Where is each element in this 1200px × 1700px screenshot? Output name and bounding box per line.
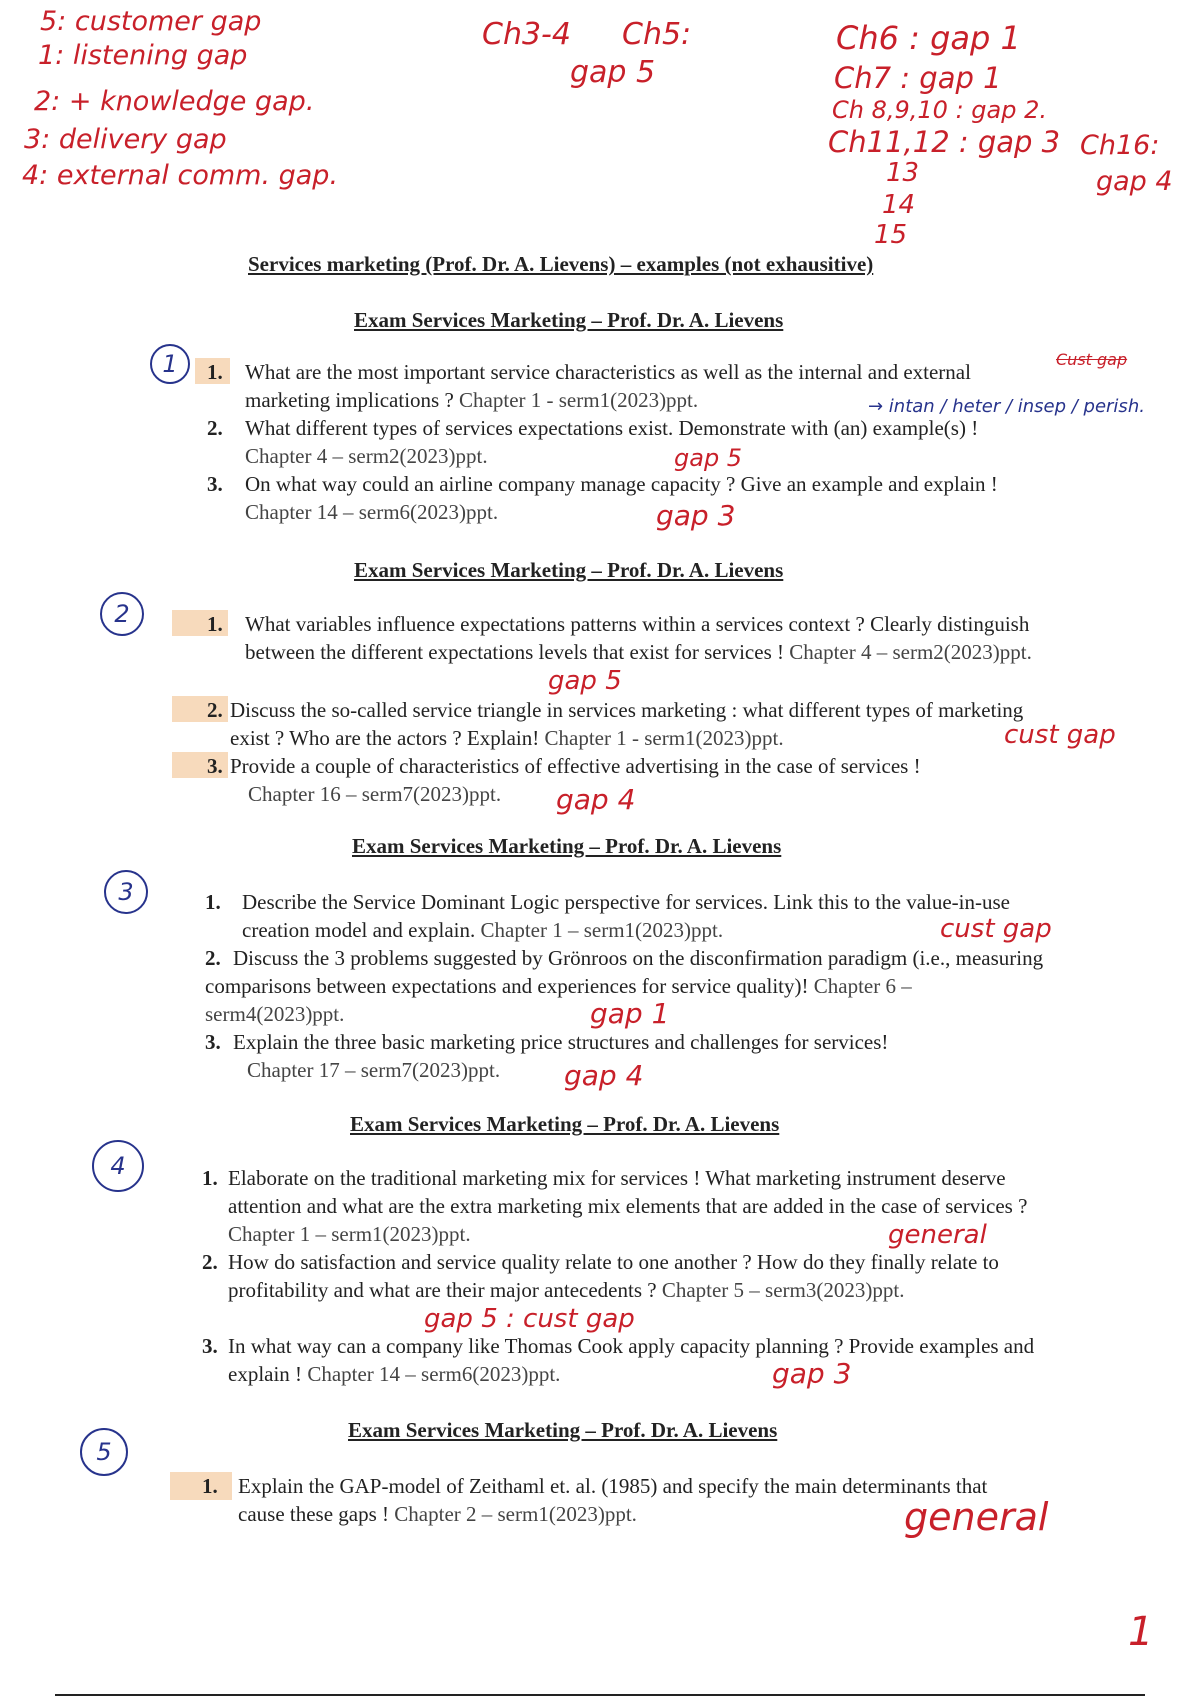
question-text	[245, 470, 1045, 526]
question-text	[230, 752, 1045, 808]
question-body: Provide a couple of characteristics of effective advertising in the case of services !	[230, 754, 921, 778]
question-number: 2.	[202, 1250, 218, 1274]
note-ch16: Ch16:	[1080, 130, 1160, 161]
note-gap: gap 5 : cust gap	[424, 1304, 635, 1334]
note-gap: gap 3	[772, 1357, 852, 1390]
question-body: Discuss the 3 problems suggested by Grönroos on the disconfirmation paradigm (i.e., measuring comparisons between expectations and experiences for service quality)!	[205, 946, 1044, 998]
question-number: 3.	[207, 754, 223, 778]
question-text	[242, 888, 1042, 944]
chapter-ref: Chapter 14 – serm6(2023)ppt.	[245, 500, 499, 524]
note-customer-gap: 5: customer gap	[40, 6, 262, 37]
doc-title: Services marketing (Prof. Dr. A. Lievens) – examples (not exhausitive)	[248, 252, 874, 276]
question-text	[245, 610, 1045, 666]
chapter-ref: Chapter 4 – serm2(2023)ppt.	[789, 640, 1032, 664]
note-ch8-10: Ch 8,9,10 : gap 2.	[832, 96, 1047, 124]
chapter-ref: Chapter 1 - serm1(2023)ppt.	[544, 726, 784, 750]
note-ch7: Ch7 : gap 1	[834, 61, 1002, 95]
question-body: Describe the Service Dominant Logic perspective for services. Link this to the value-in-use creation model and explain.	[242, 890, 1010, 942]
note-knowledge-gap: 2: + knowledge gap.	[34, 86, 315, 117]
note-gap: gap 5	[548, 666, 622, 696]
exam-number-circle: 5	[80, 1428, 128, 1476]
question-body: How do satisfaction and service quality relate to one another ? How do they finally relate to profitability and what are their major antecedents ?	[228, 1250, 999, 1302]
exam-number-circle: 2	[100, 592, 144, 636]
note-strikethrough: Cust gap	[1056, 350, 1128, 369]
question-body: Elaborate on the traditional marketing mix for services ! What marketing instrument deserve attention and what are the extra marketing mix elements that are added in the case of services ?	[228, 1166, 1028, 1218]
note-ch15: 15	[874, 220, 908, 250]
chapter-ref: Chapter 5 – serm3(2023)ppt.	[661, 1278, 905, 1302]
note-gap: general	[904, 1495, 1049, 1539]
note-gap5-middle: gap 5	[570, 55, 656, 90]
question-body: On what way could an airline company manage capacity ? Give an example and explain !	[245, 472, 998, 496]
chapter-ref: Chapter 1 – serm1(2023)ppt.	[480, 918, 724, 942]
chapter-ref: Chapter 16 – serm7(2023)ppt.	[248, 782, 502, 806]
note-ch6: Ch6 : gap 1	[836, 19, 1021, 57]
page-number: 1	[1128, 1609, 1154, 1655]
exam-title: Exam Services Marketing – Prof. Dr. A. Lievens	[352, 834, 782, 858]
question-text	[230, 696, 1045, 752]
note-ch5: Ch5:	[622, 17, 692, 52]
note-characteristics: → intan / heter / insep / perish.	[868, 396, 1145, 417]
question-number: 2.	[207, 698, 223, 722]
note-gap: gap 4	[564, 1059, 644, 1092]
note-delivery-gap: 3: delivery gap	[24, 124, 227, 155]
chapter-ref: Chapter 17 – serm7(2023)ppt.	[247, 1058, 501, 1082]
question-number: 2.	[207, 416, 223, 440]
question-number: 3.	[205, 1030, 221, 1054]
note-gap: cust gap	[940, 914, 1052, 944]
exam-title: Exam Services Marketing – Prof. Dr. A. Lievens	[354, 308, 784, 332]
note-gap4-right: gap 4	[1096, 166, 1173, 197]
chapter-ref: Chapter 14 – serm6(2023)ppt.	[307, 1362, 561, 1386]
question-number: 1.	[205, 890, 221, 914]
question-body: What are the most important service characteristics as well as the internal and external marketing implications ?	[245, 360, 971, 412]
note-external-comm-gap: 4: external comm. gap.	[22, 160, 339, 191]
question-number: 1.	[202, 1474, 218, 1498]
question-text	[245, 414, 1045, 470]
note-gap: gap 3	[656, 499, 736, 532]
question-text	[228, 1248, 1048, 1304]
question-number: 2.	[205, 946, 221, 970]
note-gap: gap 1	[590, 997, 670, 1030]
exam-number-circle: 3	[104, 870, 148, 914]
question-body: What variables influence expectations patterns within a services context ? Clearly distinguish between the different expectations levels that exist for services !	[245, 612, 1030, 664]
question-body: Discuss the so-called service triangle in services marketing : what different types of marketing exist ? Who are the actors ? Explain!	[230, 698, 1024, 750]
exam-title: Exam Services Marketing – Prof. Dr. A. Lievens	[350, 1112, 780, 1136]
question-body: Explain the GAP-model of Zeithaml et. al. (1985) and specify the main determinants that cause these gaps !	[238, 1474, 988, 1526]
question-number: 1.	[202, 1166, 218, 1190]
chapter-ref: Chapter 1 - serm1(2023)ppt.	[459, 388, 699, 412]
note-gap: gap 4	[556, 783, 636, 816]
note-listening-gap: 1: listening gap	[38, 40, 248, 71]
note-ch11-12: Ch11,12 : gap 3	[828, 125, 1061, 159]
chapter-ref: Chapter 4 – serm2(2023)ppt.	[245, 444, 488, 468]
exam-title: Exam Services Marketing – Prof. Dr. A. Lievens	[354, 558, 784, 582]
bottom-rule	[55, 1694, 1145, 1696]
highlight-mark	[170, 1472, 232, 1500]
note-gap: general	[888, 1220, 987, 1250]
question-number: 3.	[207, 472, 223, 496]
note-ch34: Ch3-4	[482, 17, 571, 52]
question-text	[228, 1332, 1048, 1388]
exam-number-circle: 4	[92, 1140, 144, 1192]
chapter-ref: Chapter 6 – serm4(2023)ppt.	[205, 974, 912, 1026]
exam-number-circle: 1	[150, 344, 190, 384]
chapter-ref: Chapter 1 – serm1(2023)ppt.	[228, 1222, 471, 1246]
note-ch13: 13	[886, 158, 920, 188]
question-number: 1.	[207, 360, 223, 384]
question-body: What different types of services expectations exist. Demonstrate with (an) example(s) !	[245, 416, 979, 440]
note-gap: gap 5	[674, 444, 743, 472]
note-ch14: 14	[882, 190, 916, 220]
note-gap: cust gap	[1004, 720, 1116, 750]
exam-title: Exam Services Marketing – Prof. Dr. A. Lievens	[348, 1418, 778, 1442]
question-body: In what way can a company like Thomas Cook apply capacity planning ? Provide examples and explain !	[228, 1334, 1035, 1386]
question-body: Explain the three basic marketing price structures and challenges for services!	[233, 1030, 889, 1054]
chapter-ref: Chapter 2 – serm1(2023)ppt.	[394, 1502, 637, 1526]
question-number: 3.	[202, 1334, 218, 1358]
question-number: 1.	[207, 612, 223, 636]
